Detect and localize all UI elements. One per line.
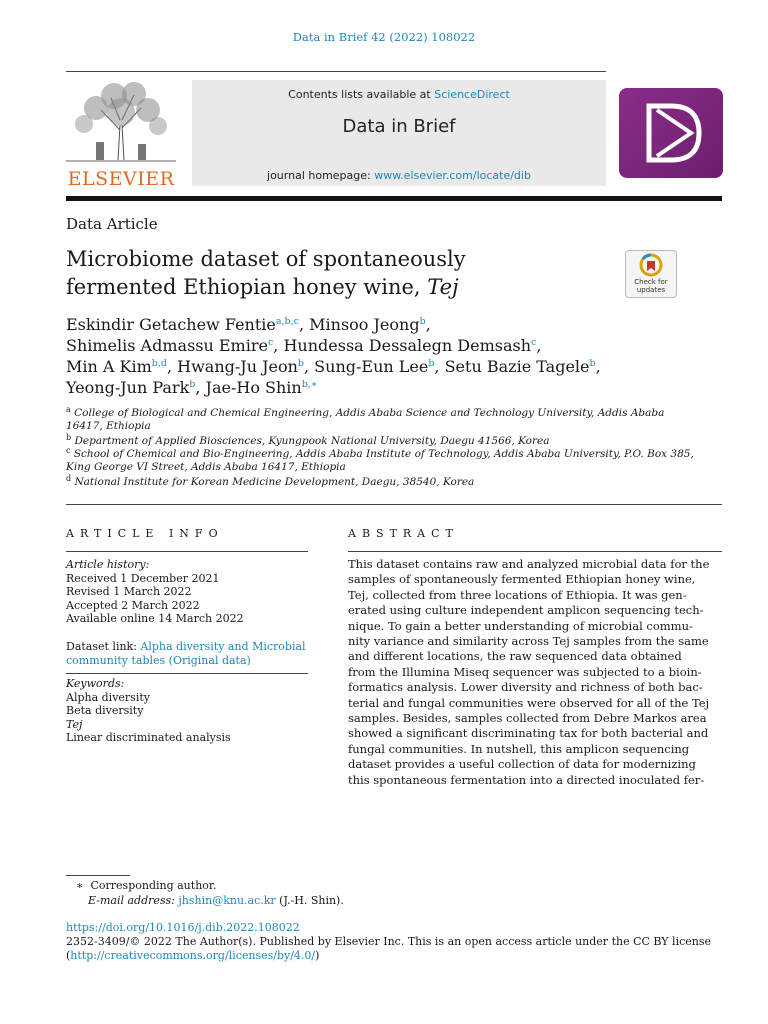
abstract-line: dataset provides a useful collection of data for modernizing <box>348 757 696 772</box>
abstract-line: and different locations, the raw sequenced data obtained <box>348 649 682 664</box>
footnote-marker: ∗ <box>76 879 84 892</box>
data-in-brief-cover-icon <box>619 88 723 178</box>
author-affil-ref[interactable]: b <box>419 316 426 327</box>
license-line <box>66 949 319 963</box>
received-date: Received 1 December 2021 <box>66 571 220 585</box>
author-separator: , <box>304 357 315 376</box>
email-label: E-mail address: <box>88 894 179 907</box>
abstract-line: nique. To gain a better understanding of microbial commu- <box>348 618 693 633</box>
dataset-label: Dataset link: <box>66 640 141 653</box>
author-affil-ref[interactable]: b <box>189 379 196 390</box>
header-rule <box>66 71 606 72</box>
keyword: Tej <box>66 717 83 731</box>
affiliation-line: National Institute for Korean Medicine Development, Daegu, 38540, Korea <box>74 476 475 488</box>
keyword: Alpha diversity <box>66 690 150 704</box>
check-for-updates-label: Check for updates <box>634 278 668 294</box>
abstract-line: nity variance and similarity across Tej samples from the same <box>348 634 709 649</box>
corresponding-author-note <box>76 879 216 893</box>
author-separator: , <box>195 378 206 397</box>
journal-reference[interactable]: Data in Brief 42 (2022) 108022 <box>292 30 476 44</box>
revised-date: Revised 1 March 2022 <box>66 585 192 598</box>
affiliation-line: School of Chemical and Bio-Engineering, Addis Ababa Institute of Technology, Addis Ababa University, P.O. Box 385, <box>73 448 694 460</box>
masthead-rule <box>66 196 722 201</box>
title-line-1: Microbiome dataset of spontaneously <box>66 247 466 271</box>
affiliation-key: b <box>66 433 72 442</box>
title-line-2 <box>66 273 586 301</box>
abstract-line: formatics analysis. Lower diversity and richness of both bac- <box>348 680 703 695</box>
dataset-link[interactable]: Alpha diversity and Microbial <box>140 640 306 653</box>
front-matter-rule <box>66 504 722 505</box>
title-line-2-text: fermented Ethiopian honey wine, <box>66 275 428 299</box>
affiliation-c <box>66 448 706 474</box>
author-name[interactable]: Jae-Ho Shin <box>205 378 302 397</box>
author-affil-ref[interactable]: b <box>428 358 435 369</box>
title-italic-term: Tej <box>427 275 459 299</box>
affiliation-a <box>66 407 706 433</box>
check-for-updates-icon <box>626 251 676 277</box>
affiliation-line: King George VI Street, Addis Ababa 16417, Ethiopia <box>66 461 346 473</box>
affiliation-key: c <box>66 446 71 455</box>
author-affil-ref[interactable]: b <box>297 358 304 369</box>
author-line-3 <box>66 356 706 377</box>
author-name[interactable]: Min A Kim <box>66 357 152 376</box>
email-suffix: (J.-H. Shin). <box>275 894 344 907</box>
author-line-1 <box>66 314 706 335</box>
abstract-line: samples. Besides, samples collected from Debre Markos area <box>348 711 707 726</box>
author-name[interactable]: Minsoo Jeong <box>309 315 420 334</box>
author-separator: , <box>536 336 542 355</box>
author-separator: , <box>273 336 284 355</box>
author-separator: , <box>425 315 431 334</box>
abstract-rule <box>348 551 722 552</box>
dataset-link-block <box>66 640 308 667</box>
author-list <box>66 314 706 398</box>
elsevier-wordmark: ELSEVIER <box>67 168 175 190</box>
author-affil-ref[interactable]: b,d <box>151 358 167 369</box>
license-open: ( <box>66 949 71 962</box>
license-close: ) <box>315 949 320 962</box>
author-name[interactable]: Hwang-Ju Jeon <box>177 357 298 376</box>
online-date: Available online 14 March 2022 <box>66 612 244 625</box>
footnote-rule <box>66 875 130 876</box>
author-affil-ref[interactable]: b,∗ <box>301 379 318 390</box>
accepted-date: Accepted 2 March 2022 <box>66 598 200 612</box>
journal-banner <box>192 80 606 186</box>
affiliation-d <box>66 476 706 489</box>
corresponding-label: Corresponding author. <box>90 879 217 892</box>
keywords-rule <box>66 673 308 674</box>
author-name[interactable]: Shimelis Admassu Emire <box>66 336 268 355</box>
history-label: Article history: <box>66 558 150 571</box>
author-affil-ref[interactable]: a,b,c <box>275 316 299 327</box>
keyword: Beta diversity <box>66 704 144 717</box>
homepage-link[interactable]: www.elsevier.com/locate/dib <box>374 169 531 182</box>
dataset-link-continued[interactable]: community tables (Original data) <box>66 653 251 667</box>
affiliation-key: d <box>66 474 72 483</box>
abstract-text <box>348 557 722 788</box>
author-name[interactable]: Eskindir Getachew Fentie <box>66 315 276 334</box>
keywords-label: Keywords: <box>66 677 125 690</box>
journal-title: Data in Brief <box>342 116 456 137</box>
author-name[interactable]: Hundessa Dessalegn Demsash <box>283 336 531 355</box>
abstract-line: terial and fungal communities were observed for all of the Tej <box>348 695 710 710</box>
keywords-block <box>66 677 308 745</box>
contents-prefix: Contents lists available at <box>288 88 435 101</box>
license-link[interactable]: http://creativecommons.org/licenses/by/4.0/ <box>70 949 316 962</box>
check-for-updates-button[interactable] <box>625 250 677 298</box>
abstract-line: erated using culture independent amplicon sequencing tech- <box>348 603 704 618</box>
affiliation-line: Department of Applied Biosciences, Kyungpook National University, Daegu 41566, Korea <box>74 435 550 447</box>
doi-link[interactable]: https://doi.org/10.1016/j.dib.2022.108022 <box>66 921 300 934</box>
contents-line <box>192 88 606 101</box>
article-info-heading: ARTICLE INFO <box>66 527 224 540</box>
abstract-line: samples of spontaneously fermented Ethiopian honey wine, <box>348 572 696 587</box>
journal-cover-image[interactable] <box>619 88 723 178</box>
abstract-line: showed a significant discriminating tax for both bacterial and <box>348 726 709 741</box>
author-name[interactable]: Sung-Eun Lee <box>314 357 429 376</box>
affiliation-line: College of Biological and Chemical Engineering, Addis Ababa Science and Technology University, Addis Ababa <box>74 407 665 419</box>
sciencedirect-link[interactable]: ScienceDirect <box>434 88 510 101</box>
author-separator: , <box>434 357 445 376</box>
affiliation-line: 16417, Ethiopia <box>66 420 151 432</box>
dataset-link-line-1 <box>66 640 308 654</box>
abstract-line: fungal communities. In nutshell, this amplicon sequencing <box>348 741 690 756</box>
article-title <box>66 245 586 301</box>
keyword: Linear discriminated analysis <box>66 731 231 744</box>
author-separator: , <box>166 357 178 376</box>
email-link[interactable]: jhshin@knu.ac.kr <box>178 894 276 907</box>
author-affil-ref[interactable]: c <box>267 337 274 348</box>
abstract-line: this spontaneous fermentation into a directed inoculated fer- <box>348 772 705 787</box>
author-separator: , <box>298 315 310 334</box>
email-note <box>88 894 344 908</box>
abstract-line: This dataset contains raw and analyzed microbial data for the <box>348 557 710 571</box>
abstract-line: from the Illumina Miseq sequencer was subjected to a bioin- <box>348 664 702 679</box>
homepage-line <box>192 169 606 182</box>
homepage-prefix: journal homepage: <box>267 169 375 182</box>
article-info-rule <box>66 551 308 552</box>
article-type: Data Article <box>66 215 158 233</box>
author-name[interactable]: Yeong-Jun Park <box>66 378 190 397</box>
affiliation-b <box>66 435 706 448</box>
article-history <box>66 558 308 626</box>
abstract-heading: ABSTRACT <box>348 527 459 540</box>
author-line-4 <box>66 377 706 398</box>
affiliation-key: a <box>66 405 71 414</box>
abstract-line: Tej, collected from three locations of Ethiopia. It was gen- <box>348 587 687 602</box>
author-affil-ref[interactable]: c <box>531 337 537 348</box>
author-name[interactable]: Setu Bazie Tagele <box>444 357 590 376</box>
author-affil-ref[interactable]: b <box>589 358 596 369</box>
copyright-line: 2352-3409/© 2022 The Author(s). Published by Elsevier Inc. This is an open access article under the CC BY license <box>66 935 711 948</box>
author-separator: , <box>595 357 601 376</box>
author-line-2 <box>66 335 706 356</box>
